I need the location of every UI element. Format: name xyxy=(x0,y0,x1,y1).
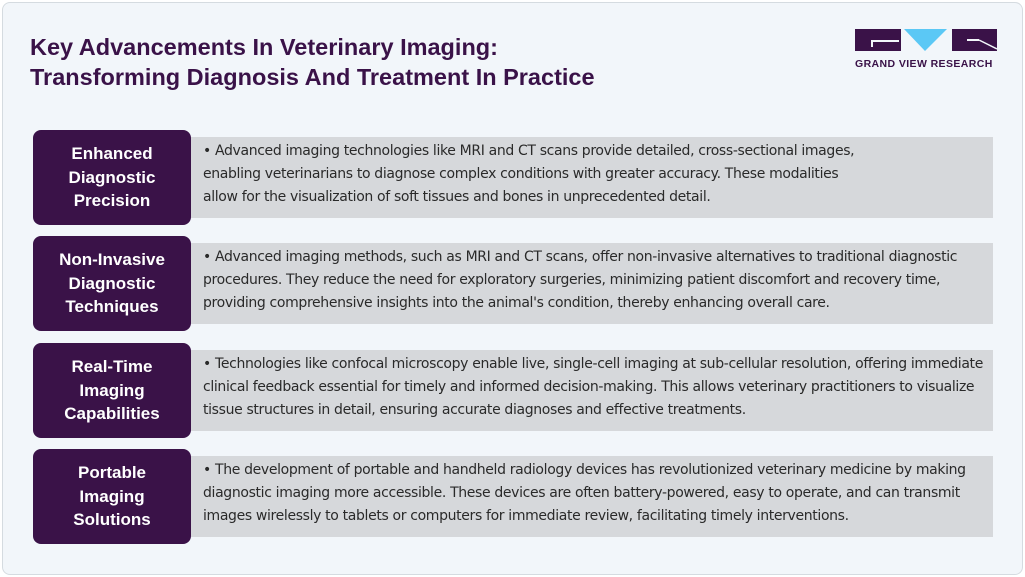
advancement-description: • The development of portable and handheld radiology devices has revolutionized veterinary medicine by making diagnostic imaging more accessible. These devices are often battery-powered, easy to operate, and can transmit images wirelessly to tablets or computers for immediate review, facilitating timely interventions. xyxy=(203,462,966,524)
advancement-description: • Advanced imaging technologies like MRI and CT scans provide detailed, cross-sectional images, enabling veterinarians to diagnose complex conditions with greater accuracy. These modalities allow for the visualization of soft tissues and bones in unprecedented detail. xyxy=(203,143,855,205)
title-line-2: Transforming Diagnosis And Treatment In Practice xyxy=(30,64,595,90)
gvr-logo-icon xyxy=(855,29,997,53)
advancement-label: Real-Time Imaging Capabilities xyxy=(33,343,191,438)
grand-view-research-logo xyxy=(855,29,1000,70)
logo-text: GRAND VIEW RESEARCH xyxy=(855,58,993,70)
advancement-description: • Advanced imaging methods, such as MRI and CT scans, offer non-invasive alternatives to traditional diagnostic procedures. They reduce the need for exploratory surgeries, minimizing patient discomfort and recovery time, providing comprehensive insights into the animal's condition, thereby enhancing overall care. xyxy=(203,249,958,311)
page-title xyxy=(30,32,595,92)
advancement-description: • Technologies like confocal microscopy enable live, single-cell imaging at sub-cellular resolution, offering immediate clinical feedback essential for timely and informed decision-making. This allows veterinary practitioners to visualize tissue structures in detail, ensuring accurate diagnoses and effective treatments. xyxy=(203,356,983,418)
advancement-row xyxy=(33,449,993,544)
advancement-label: Non-Invasive Diagnostic Techniques xyxy=(33,236,191,331)
advancement-label: Portable Imaging Solutions xyxy=(33,449,191,544)
advancement-row xyxy=(33,236,993,331)
title-line-1: Key Advancements In Veterinary Imaging: xyxy=(30,34,498,60)
advancement-row xyxy=(33,130,993,225)
advancement-row xyxy=(33,343,993,438)
advancement-label: Enhanced Diagnostic Precision xyxy=(33,130,191,225)
